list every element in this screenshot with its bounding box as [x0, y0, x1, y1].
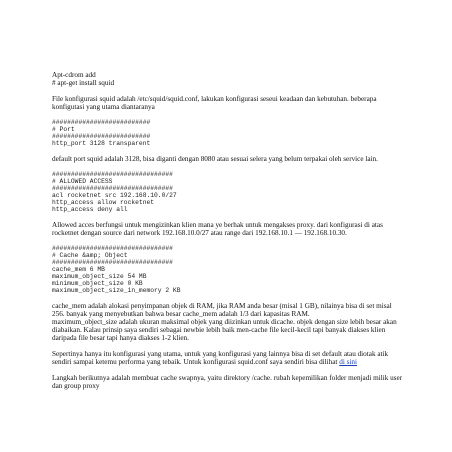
document-body — [52, 71, 404, 390]
paragraph-summary — [52, 350, 404, 366]
code-block-port: ########################## # Port ########################## http_port 3128 transparent — [52, 119, 151, 147]
paragraph-allowed-access: Allowed acces berfungsi untuk mengizinkan klien mana ye berhak untuk mengakses proxy. dari konfigurasi di atas rocketnet dengan source dari network 192.168.10.0/27 atau range dari 192.168.10.1 — 192.168.10.30. — [52, 221, 383, 237]
paragraph-default-port: default port squid adalah 3128, bisa diganti dengan 8080 atau sesuai selera yang belum terpakai oleh service lain. — [52, 155, 378, 163]
command-line-apt-get: # apt-get install squid — [52, 79, 115, 87]
see-here-link[interactable]: di sini — [339, 358, 358, 366]
paragraph-cache-mem: cache_mem adalah alokasi penyimpanan objek di RAM, jika RAM anda besar (misal 1 GB), nilainya bisa di set misal 256. banyak yang menyebutkan bahwa besar cache_mem adalah 1/3 dari kapasitas RAM. — [52, 302, 392, 318]
summary-text: Sepertinya hanya itu konfigurasi yang utama, untuk yang konfigurasi yang lainnya bisa di set default atau diotak atik sendiri sampai ketemu performa yang tebaik. Untuk konfigurasi squid.conf saya sendiri bisa dilihat — [52, 350, 389, 366]
command-line-apt-cdrom: Apt-cdrom add — [52, 71, 96, 79]
code-block-cache-object: ################################ # Cache &amp; Object ################################ cache_mem 6 MB maximum_object_size 54 MB minimum_object_size 0 KB maximum_object_size_in_memory 2 KB — [52, 245, 181, 294]
code-block-allowed-access: ################################ # ALLOWED ACCESS ################################ acl rocketnet src 192.168.10.0/27 http_access allow rocketnet http_access deny all — [52, 171, 177, 213]
paragraph-next-step: Langkah berikutnya adalah membuat cache swapnya, yaitu direktory /cache. rubah kepemilikan folder menjadi milik user dan group proxy — [52, 374, 403, 390]
paragraph-max-object-size: maximum_object_size adalah ukuran maksimal objek yang diizinkan untuk dicache. objek dengan size lebih besar akan diabaikan. Kalau prinsip saya sendiri sebagai newbie lebih baik men-cache file kecil-kecil tapi banyak diakses klien daripada file besar tapi hanya diakses 1-2 klien. — [52, 318, 397, 342]
paragraph-config-file: File konfigurasi squid adalah /etc/squid/squid.conf, lakukan konfigurasi seseui keadaan dan kebutuhan. beberapa konfigutasi yang utama diantaranya — [52, 95, 377, 111]
